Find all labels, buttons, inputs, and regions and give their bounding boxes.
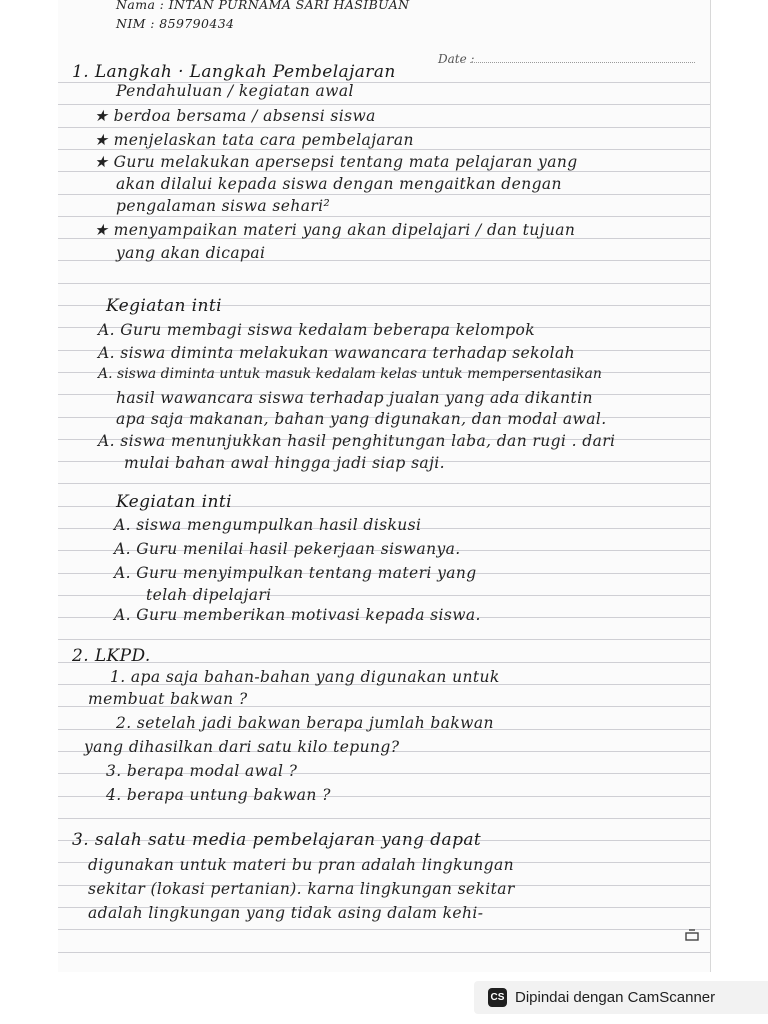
- ruled-line: [58, 194, 710, 195]
- text-line: pengalaman siswa sehari²: [116, 197, 331, 215]
- ruled-line: [58, 483, 710, 484]
- ruled-line: [58, 929, 710, 930]
- section-3-title: 3. salah satu media pembelajaran yang dapat: [72, 830, 482, 850]
- ruled-line: [58, 639, 710, 640]
- text-line: membuat bakwan ?: [88, 690, 248, 708]
- text-line: telah dipelajari: [146, 586, 272, 604]
- text-line: Pendahuluan / kegiatan awal: [116, 82, 354, 100]
- text-line: mulai bahan awal hingga jadi siap saji.: [124, 454, 445, 472]
- ruled-line: [58, 952, 710, 953]
- kegiatan-inti-heading: Kegiatan inti: [106, 296, 222, 316]
- section-2-title: 2. LKPD.: [72, 646, 151, 666]
- watermark-text: Dipindai dengan CamScanner: [515, 989, 716, 1006]
- section-1-title: 1. Langkah · Langkah Pembelajaran: [72, 62, 396, 82]
- camscanner-watermark: [474, 981, 768, 1014]
- ruled-line: [58, 818, 710, 819]
- text-line: adalah lingkungan yang tidak asing dalam kehi-: [88, 904, 484, 922]
- text-line: ★ berdoa bersama / absensi siswa: [94, 107, 376, 125]
- date-dotted-line: [470, 62, 695, 63]
- ruled-line: [58, 283, 710, 284]
- text-line: 4. berapa untung bakwan ?: [106, 786, 331, 804]
- scan-mark-icon: [684, 928, 700, 942]
- ruled-line: [58, 171, 710, 172]
- camscanner-logo-icon: CS: [488, 988, 507, 1007]
- student-nim: NIM : 859790434: [116, 16, 235, 31]
- text-line: A. siswa mengumpulkan hasil diskusi: [114, 516, 422, 534]
- text-line: sekitar (lokasi pertanian). karna lingkungan sekitar: [88, 880, 515, 898]
- text-line: yang akan dicapai: [116, 244, 266, 262]
- text-line: hasil wawancara siswa terhadap jualan yang ada dikantin: [116, 389, 593, 407]
- ruled-line: [58, 662, 710, 663]
- text-line: A. Guru memberikan motivasi kepada siswa.: [114, 606, 481, 624]
- text-line: apa saja makanan, bahan yang digunakan, dan modal awal.: [116, 410, 607, 428]
- ruled-line: [58, 149, 710, 150]
- text-line: A. Guru menyimpulkan tentang materi yang: [114, 564, 477, 582]
- text-line: A. siswa diminta untuk masuk kedalam kelas untuk mempersentasikan: [98, 366, 602, 382]
- ruled-line: [58, 216, 710, 217]
- text-line: 3. berapa modal awal ?: [106, 762, 298, 780]
- text-line: A. siswa diminta melakukan wawancara terhadap sekolah: [98, 344, 576, 362]
- text-line: 2. setelah jadi bakwan berapa jumlah bakwan: [116, 714, 494, 732]
- text-line: A. siswa menunjukkan hasil penghitungan laba, dan rugi . dari: [98, 432, 616, 450]
- text-line: digunakan untuk materi bu pran adalah lingkungan: [88, 856, 515, 874]
- student-name: Nama : INTAN PURNAMA SARI HASIBUAN: [116, 0, 410, 12]
- text-line: ★ menjelaskan tata cara pembelajaran: [94, 131, 414, 149]
- text-line: akan dilalui kepada siswa dengan mengaitkan dengan: [116, 175, 562, 193]
- text-line: ★ Guru melakukan apersepsi tentang mata pelajaran yang: [94, 153, 578, 171]
- text-line: yang dihasilkan dari satu kilo tepung?: [84, 738, 400, 756]
- text-line: A. Guru membagi siswa kedalam beberapa kelompok: [98, 321, 536, 339]
- date-label: Date :: [438, 52, 475, 66]
- text-line: 1. apa saja bahan-bahan yang digunakan untuk: [110, 668, 500, 686]
- text-line: ★ menyampaikan materi yang akan dipelajari / dan tujuan: [94, 221, 576, 239]
- notebook-page: [58, 0, 710, 972]
- text-line: A. Guru menilai hasil pekerjaan siswanya.: [114, 540, 461, 558]
- ruled-line: [58, 127, 710, 128]
- kegiatan-inti-heading: Kegiatan inti: [116, 492, 232, 512]
- ruled-line: [58, 104, 710, 105]
